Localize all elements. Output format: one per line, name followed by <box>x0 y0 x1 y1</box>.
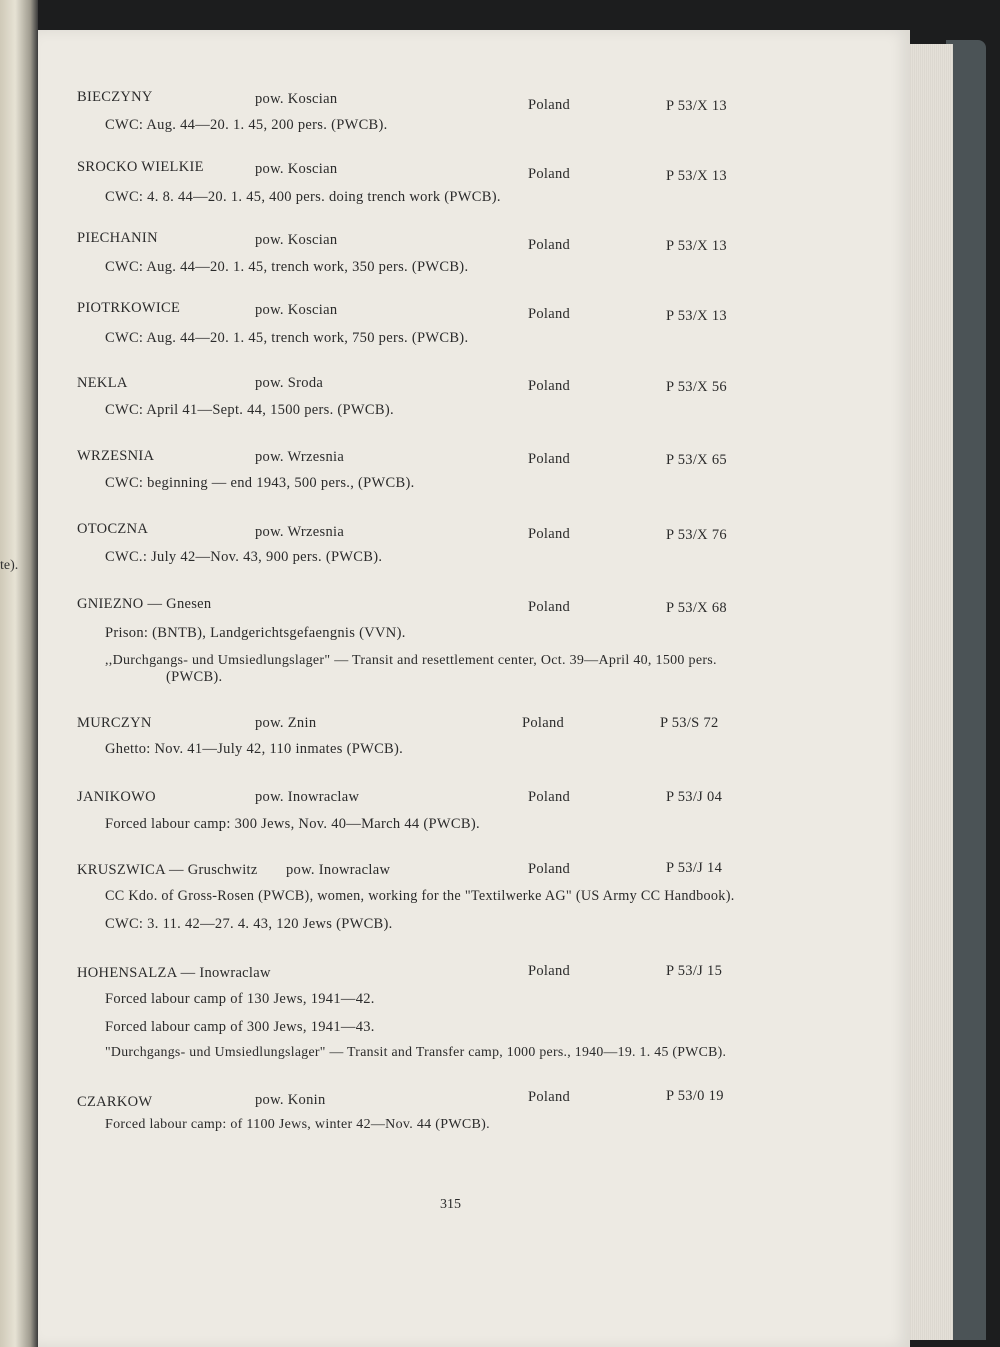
country: Poland <box>528 306 571 322</box>
district: pow. Koscian <box>255 161 338 177</box>
district: pow. Koscian <box>255 232 338 248</box>
place-name: BIECZYNY <box>77 89 153 105</box>
detail-line: Forced labour camp: of 1100 Jews, winter 42—Nov. 44 (PWCB). <box>105 1117 490 1132</box>
map-code: P 53/X 76 <box>666 527 727 543</box>
map-code: P 53/J 15 <box>666 963 723 979</box>
country: Poland <box>528 166 571 182</box>
map-code: P 53/X 65 <box>666 452 727 468</box>
place-name: HOHENSALZA — Inowraclaw <box>77 965 271 981</box>
country: Poland <box>528 97 571 113</box>
map-code: P 53/X 68 <box>666 600 727 616</box>
map-code: P 53/J 14 <box>666 860 723 876</box>
map-code: P 53/J 04 <box>666 789 723 805</box>
left-page-edge <box>0 0 38 1347</box>
country: Poland <box>528 451 571 467</box>
district: pow. Sroda <box>255 375 324 391</box>
detail-line: Forced labour camp of 300 Jews, 1941—43. <box>105 1019 375 1035</box>
country: Poland <box>522 715 565 731</box>
place-name: KRUSZWICA — Gruschwitz <box>77 862 258 878</box>
detail-line: ,,Durchgangs- und Umsiedlungslager" — Transit and resettlement center, Oct. 39—April 40, 1500 pers. <box>105 653 717 668</box>
district: pow. Konin <box>255 1092 326 1108</box>
detail-line: CWC: 3. 11. 42—27. 4. 43, 120 Jews (PWCB). <box>105 916 393 932</box>
district: pow. Koscian <box>255 91 338 107</box>
place-name: WRZESNIA <box>77 448 155 464</box>
place-name: PIECHANIN <box>77 230 158 246</box>
country: Poland <box>528 378 571 394</box>
map-code: P 53/X 13 <box>666 308 727 324</box>
detail-line: Forced labour camp: 300 Jews, Nov. 40—March 44 (PWCB). <box>105 816 480 832</box>
country: Poland <box>528 861 571 877</box>
map-code: P 53/S 72 <box>660 715 719 731</box>
map-code: P 53/0 19 <box>666 1088 724 1104</box>
district: pow. Koscian <box>255 302 338 318</box>
map-code: P 53/X 56 <box>666 379 727 395</box>
map-code: P 53/X 13 <box>666 98 727 114</box>
place-name: GNIEZNO — Gnesen <box>77 596 212 612</box>
detail-line: CWC: Aug. 44—20. 1. 45, 200 pers. (PWCB). <box>105 117 388 133</box>
detail-line: CC Kdo. of Gross-Rosen (PWCB), women, working for the "Textilwerke AG" (US Army CC Handbook). <box>105 888 735 904</box>
detail-line: Prison: (BNTB), Landgerichtsgefaengnis (VVN). <box>105 625 406 641</box>
detail-line: "Durchgangs- und Umsiedlungslager" — Transit and Transfer camp, 1000 pers., 1940—19. 1. 45 (PWCB). <box>105 1044 727 1059</box>
book-page <box>38 30 910 1347</box>
left-margin-fragment: te). <box>0 558 19 573</box>
country: Poland <box>528 237 571 253</box>
district: pow. Inowraclaw <box>255 789 360 805</box>
place-name: JANIKOWO <box>77 789 156 805</box>
country: Poland <box>528 526 571 542</box>
detail-line: Ghetto: Nov. 41—July 42, 110 inmates (PWCB). <box>105 741 404 757</box>
detail-line: Forced labour camp of 130 Jews, 1941—42. <box>105 991 375 1007</box>
place-name: OTOCZNA <box>77 521 149 537</box>
detail-line: CWC.: July 42—Nov. 43, 900 pers. (PWCB). <box>105 549 383 565</box>
district: pow. Znin <box>255 715 317 731</box>
country: Poland <box>528 599 571 615</box>
detail-line: CWC: Aug. 44—20. 1. 45, trench work, 750 pers. (PWCB). <box>105 330 469 346</box>
detail-line: CWC: April 41—Sept. 44, 1500 pers. (PWCB). <box>105 402 394 418</box>
map-code: P 53/X 13 <box>666 238 727 254</box>
district: pow. Inowraclaw <box>286 862 391 878</box>
country: Poland <box>528 1089 571 1105</box>
detail-line: CWC: beginning — end 1943, 500 pers., (PWCB). <box>105 475 415 491</box>
place-name: NEKLA <box>77 375 128 391</box>
place-name: CZARKOW <box>77 1094 153 1110</box>
page-stack <box>905 44 953 1340</box>
map-code: P 53/X 13 <box>666 168 727 184</box>
place-name: MURCZYN <box>77 715 152 731</box>
place-name: SROCKO WIELKIE <box>77 159 204 175</box>
detail-line: CWC: 4. 8. 44—20. 1. 45, 400 pers. doing trench work (PWCB). <box>105 189 501 205</box>
district: pow. Wrzesnia <box>255 449 345 465</box>
district: pow. Wrzesnia <box>255 524 345 540</box>
country: Poland <box>528 789 571 805</box>
detail-line: CWC: Aug. 44—20. 1. 45, trench work, 350 pers. (PWCB). <box>105 259 469 275</box>
place-name: PIOTRKOWICE <box>77 300 181 316</box>
country: Poland <box>528 963 571 979</box>
page-number: 315 <box>440 1197 461 1212</box>
detail-line-continuation: (PWCB). <box>166 669 223 685</box>
